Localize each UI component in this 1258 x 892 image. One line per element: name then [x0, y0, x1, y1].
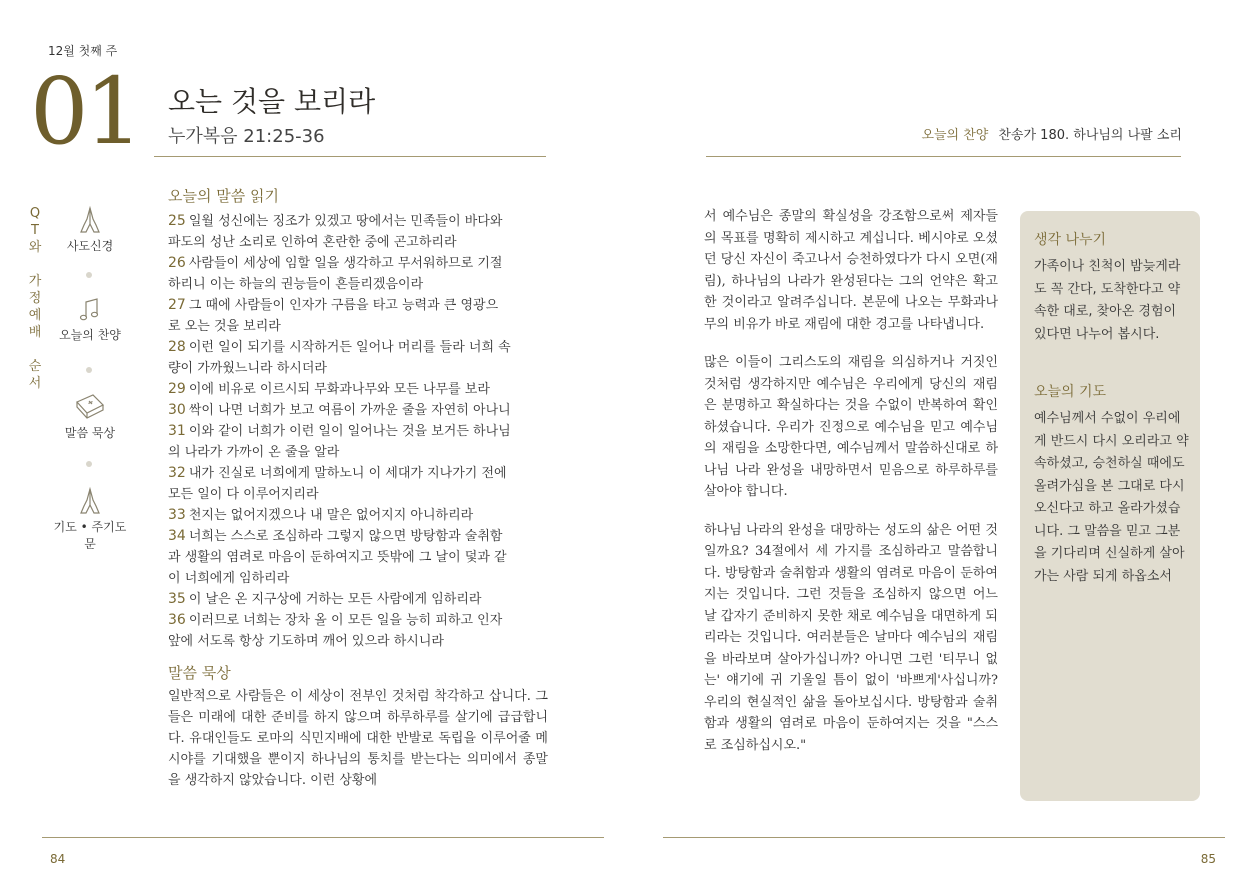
meditation-heading: 말씀 묵상 [168, 664, 231, 682]
verse-number: 32 [168, 465, 186, 481]
verse-text: 이런 일이 되기를 시작하거든 일어나 머리를 들라 너희 속 [188, 340, 511, 355]
verse-text: 이와 같이 너희가 이런 일이 일어나는 것을 보거든 하나님 [188, 424, 511, 439]
verse-line [168, 442, 548, 463]
verse-text: 앞에 서도록 항상 기도하며 깨어 있으라 하시니라 [168, 634, 444, 649]
verse-number: 35 [168, 591, 186, 607]
separator-dot [86, 367, 92, 373]
vertical-title-char [27, 341, 43, 358]
verse-text: 내가 진실로 너희에게 말하노니 이 세대가 지나가기 전에 [188, 466, 507, 481]
verse-line [168, 316, 548, 337]
verse-number: 27 [168, 297, 186, 313]
sidebar-item-label: 오늘의 찬양 [59, 328, 121, 342]
sharing-heading: 생각 나누기 [1034, 232, 1107, 248]
verse-text: 이러므로 너희는 장차 올 이 모든 일을 능히 피하고 인자 [188, 613, 503, 628]
verse-text: 천지는 없어지겠으나 내 말은 없어지지 아니하리라 [188, 508, 474, 523]
page-number-right: 85 [1200, 852, 1216, 866]
separator-dot [86, 461, 92, 467]
week-label: 12월 첫째 주 [48, 44, 118, 58]
verse-text: 하리니 이는 하늘의 권능들이 흔들리겠음이라 [168, 277, 424, 292]
verse-text: 이에 비유로 이르시되 무화과나무와 모든 나무를 보라 [188, 382, 490, 397]
verse-line [168, 274, 548, 295]
verse-line [168, 463, 548, 484]
page-number-left: 84 [50, 852, 66, 866]
verse-line [168, 421, 548, 442]
scripture-verses [168, 211, 548, 652]
meditation-text-left [168, 686, 548, 791]
sidebar-item-apostles-creed [50, 205, 130, 254]
vertical-title-char: 서 [28, 376, 42, 391]
sharing-box [1020, 211, 1200, 801]
verse-number: 30 [168, 402, 186, 418]
verse-text: 일월 성신에는 징조가 있겠고 땅에서는 민족들이 바다와 [188, 214, 503, 229]
verse-line [168, 211, 548, 232]
verse-text: 로 오는 것을 보리라 [168, 319, 281, 334]
meditation-text-right [704, 206, 998, 773]
verse-number: 28 [168, 339, 186, 355]
page-title: 오는 것을 보리라 [168, 85, 376, 118]
separator-dot [86, 272, 92, 278]
verse-number: 34 [168, 528, 186, 544]
day-number: 01 [30, 58, 140, 165]
vertical-title-char: 와 [28, 240, 42, 255]
verse-line [168, 484, 548, 505]
verse-number: 36 [168, 612, 186, 628]
vertical-section-title [27, 205, 43, 392]
vertical-title-char [27, 256, 43, 273]
reading-heading: 오늘의 말씀 읽기 [168, 187, 279, 205]
prayer-text: 예수님께서 수없이 우리에게 반드시 다시 오리라고 약속하셨고, 승천하실 때에도 올려가심을 본 그대로 다시 오신다고 하고 올라가셨습니다. 그 말씀을 믿고 그분을 기다리며 신실하게 살아가는 사람 되게 하옵소서 [1034, 411, 1189, 584]
verse-text: 사람들이 세상에 임할 일을 생각하고 무서워하므로 기절 [188, 256, 503, 271]
sidebar-item-label: 기도 • 주기도문 [53, 520, 127, 551]
vertical-title-char: T [31, 223, 39, 238]
verse-text: 모든 일이 다 이루어지리라 [168, 487, 319, 502]
verse-line [168, 547, 548, 568]
verse-text: 과 생활의 염려로 마음이 둔하여지고 뜻밖에 그 날이 덫과 같 [168, 550, 507, 565]
vertical-title-char: 순 [28, 359, 42, 374]
verse-text: 파도의 성난 소리로 인하여 혼란한 중에 곤고하리라 [168, 235, 457, 250]
verse-line [168, 295, 548, 316]
header-divider-right [706, 156, 1181, 157]
vertical-title-char: 정 [28, 291, 42, 306]
vertical-title-char: 예 [28, 308, 42, 323]
verse-line [168, 253, 548, 274]
verse-text: 이 너희에게 임하리라 [168, 571, 290, 586]
vertical-title-char: 배 [28, 325, 42, 340]
verse-line [168, 526, 548, 547]
meditation-paragraph: 하나님 나라의 완성을 대망하는 성도의 삶은 어떤 것일까요? 34절에서 세 가지를 조심하라고 말씀합니다. 방탕함과 술취함과 생활의 염려로 마음이 둔하여지는 것입니다. 그런 것들을 조심하지 않으면 어느 날 갑자기 준비하지 못한 채로 예수님을 대면하게 되리라는 것입니다. 여러분들은 날마다 예수님의 재림을 바라보며 살아가십니까? 아니면 그런 '티무니 없는' 얘기에 귀 기울일 틈이 없이 '바쁘게'사십니까? 우리의 현실적인 삶을 돌아보십시다. 방탕함과 술취함과 생활의 염려로 마음이 둔하여지는 것을 "스스로 조심하십시오." [704, 522, 998, 753]
verse-text: 너희는 스스로 조심하라 그렇지 않으면 방탕함과 술취함 [188, 529, 503, 544]
verse-line [168, 610, 548, 631]
verse-number: 25 [168, 213, 186, 229]
verse-line [168, 379, 548, 400]
verse-text: 싹이 나면 너희가 보고 여름이 가까운 줄을 자연히 아나니 [188, 403, 511, 418]
sharing-text: 가족이나 친척이 밤늦게라도 꼭 간다, 도착한다고 약속한 대로, 찾아온 경험이 있다면 나누어 봅시다. [1034, 259, 1181, 342]
hymn-info [921, 124, 1182, 143]
verse-text: 그 때에 사람들이 인자가 구름을 타고 능력과 큰 영광으 [188, 298, 499, 313]
verse-number: 29 [168, 381, 186, 397]
vertical-title-char: Q [29, 206, 41, 221]
verse-number: 26 [168, 255, 186, 271]
prayer-heading: 오늘의 기도 [1034, 384, 1107, 400]
verse-number: 31 [168, 423, 186, 439]
scripture-reference: 누가복음 21:25-36 [168, 126, 325, 147]
music-note-icon [75, 296, 105, 324]
praying-hands-icon [75, 205, 105, 235]
verse-line [168, 232, 548, 253]
verse-line [168, 568, 548, 589]
praying-hands-icon [75, 486, 105, 516]
verse-text: 량이 가까웠느니라 하시더라 [168, 361, 327, 376]
sidebar-item-prayer [50, 486, 130, 552]
header-divider-left [154, 156, 546, 157]
verse-text: 이 날은 온 지구상에 거하는 모든 사람에게 임하리라 [188, 592, 482, 607]
verse-line [168, 589, 548, 610]
footer-divider-left [42, 837, 604, 838]
verse-line [168, 505, 548, 526]
meditation-paragraph: 많은 이들이 그리스도의 재림을 의심하거나 거짓인 것처럼 생각하지만 예수님은 우리에게 당신의 재림은 분명하고 확실하다는 것을 수없이 반복하여 확인하셨습니다. 우리가 진정으로 예수님을 믿고 예수님의 재림을 소망한다면, 예수님께서 말씀하신대로 하나님 나라 완성을 내망하면서 믿음으로 하루하루를 살아야 합니다. [704, 355, 998, 499]
verse-number: 33 [168, 507, 186, 523]
bible-icon [73, 392, 107, 422]
sidebar-item-label: 말씀 묵상 [64, 426, 116, 440]
sidebar-item-meditation [50, 392, 130, 441]
verse-line [168, 337, 548, 358]
verse-text: 의 나라가 가까이 온 줄을 알라 [168, 445, 340, 460]
sidebar-item-hymn [50, 296, 130, 343]
footer-divider-right [663, 837, 1225, 838]
sidebar-item-label: 사도신경 [66, 239, 114, 253]
verse-line [168, 631, 548, 652]
hymn-label: 오늘의 찬양 [921, 128, 989, 143]
meditation-paragraph: 일반적으로 사람들은 이 세상이 전부인 것처럼 착각하고 삽니다. 그들은 미래에 대한 준비를 하지 않으며 하루하루를 살기에 급급합니다. 유대인들도 로마의 식민지배에 대한 반발로 독립을 이루어줄 메시야를 기대했을 뿐이지 하나님의 통치를 받는다는 의미에서 종말을 생각하지 않았습니다. 이런 상황에 [168, 689, 548, 788]
hymn-title: 찬송가 180. 하나님의 나팔 소리 [998, 128, 1182, 143]
verse-line [168, 358, 548, 379]
vertical-title-char: 가 [28, 274, 42, 289]
meditation-paragraph: 서 예수님은 종말의 확실성을 강조함으로써 제자들의 목표를 명확히 제시하고 계십니다. 베시야로 오셨던 당신 자신이 죽고나서 승천하였다가 다시 오면(재림), 하나님의 나라가 완성된다는 그의 언약은 확고한 것이라고 알려주십니다. 본문에 나오는 무화과나무의 비유가 바로 재림에 대한 경고를 나타냅니다. [704, 209, 998, 332]
verse-line [168, 400, 548, 421]
